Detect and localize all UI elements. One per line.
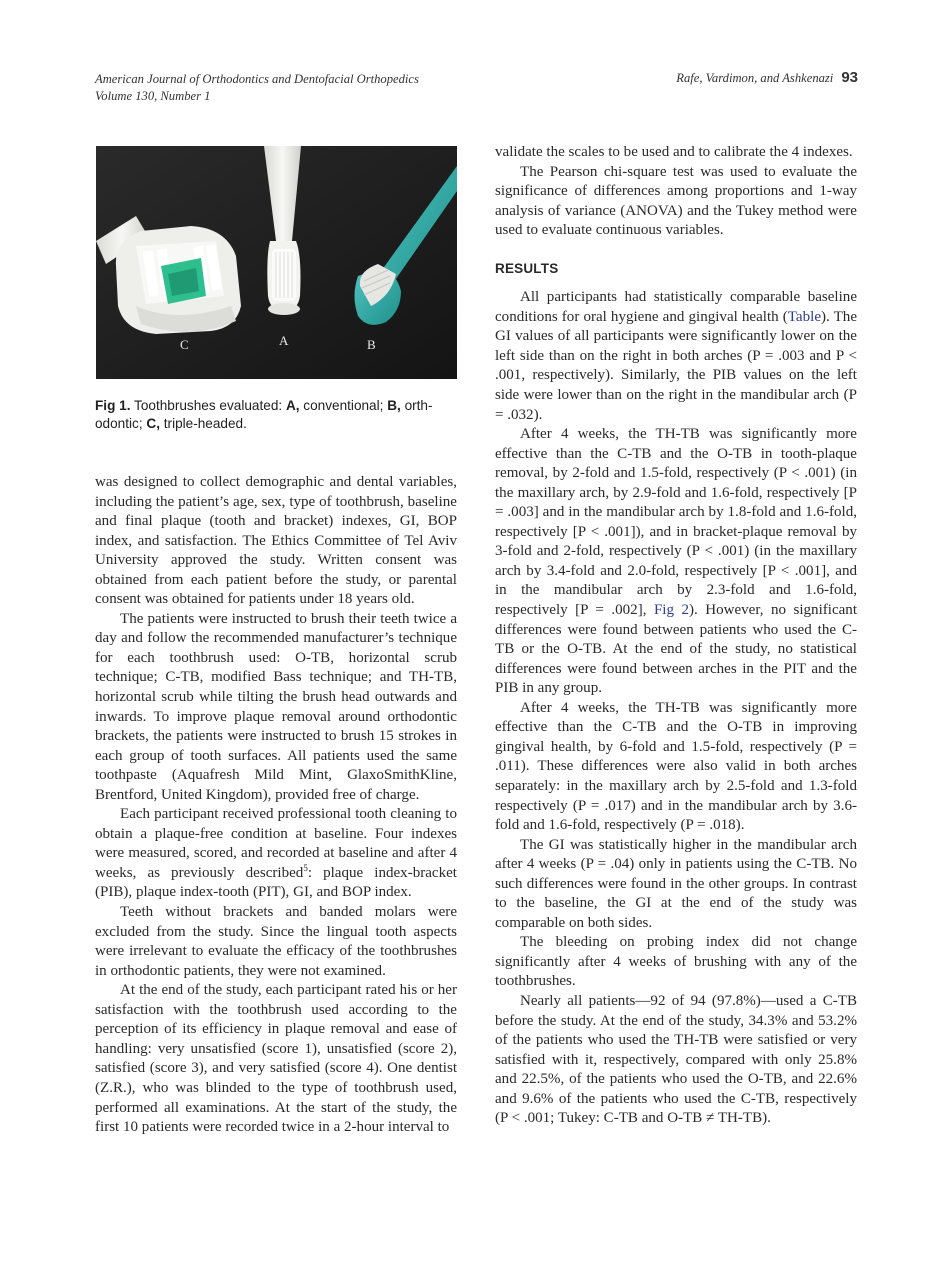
paragraph: was designed to collect demographic and dental variables, including the patient’s age, sex, type of toothbrush, baseline and final plaque (tooth and bracket) indexes, GI, BOP index, and satisfaction. The Ethics Committee of Tel Aviv University approved the study. Written consent was obtained from each patient before the study, or parental consent was obtained for patients under 18 years old.	[95, 474, 457, 608]
paragraph: After 4 weeks, the TH-TB was significantly more effective than the C-TB and the O-TB in improving gingival health, by 6-fold and 1.5-fold, respectively (P = .011). These differences were also valid in both arches separately: in the maxillary arch by 2.5-fold and 1.3-fold respectively (P = .017) and in the mandibular arch by 3.6-fold and 1.6-fold, respectively (P = .018).	[495, 699, 857, 834]
left-column	[95, 473, 457, 1138]
figure-1-caption	[95, 397, 457, 433]
right-column	[495, 143, 857, 1129]
caption-text: Toothbrushes evaluated:	[130, 398, 286, 413]
running-header-right	[676, 69, 858, 86]
caption-text: orth-odontic;	[95, 398, 433, 431]
caption-text: triple-headed.	[159, 416, 247, 431]
paragraph: Teeth without brackets and banded molars were excluded from the study. Since the lingual tooth aspects were irrelevant to evaluate the efficacy of the toothbrushes in orthodontic patients, they were not examined.	[95, 904, 457, 979]
caption-a: A,	[285, 398, 300, 413]
caption-c: C,	[146, 416, 160, 431]
paragraph: The bleeding on probing index did not change significantly after 4 weeks of brushing with any of the toothbrushes.	[495, 934, 857, 990]
running-header-left	[95, 71, 419, 105]
toothbrush-photo	[96, 146, 457, 379]
paragraph: At the end of the study, each participant rated his or her satisfaction with the toothbrush used according to the perception of its efficiency in plaque removal and ease of handling: very unsatisfied (score 1), unsatisfied (score 2), satisfied (score 3), and very satisfied (score 4). One dentist (Z.R.), who was blinded to the type of toothbrush used, performed all examinations. At the start of the study, the first 10 patients were recorded twice in a 2-hour interval to	[95, 982, 457, 1136]
reference-superscript: 5	[303, 862, 308, 873]
label-c: C	[180, 337, 189, 352]
caption-b: B,	[387, 398, 401, 413]
label-b: B	[367, 337, 376, 352]
paragraph: Each participant received professional tooth cleaning to obtain a plaque-free condition at baseline. Four indexes were measured, scored, and recorded at baseline and after 4 weeks, as previously described$^5$: plaque index-bracket (PIB), plaque index-tooth (PIT), GI, and BOP index.	[95, 806, 457, 901]
paragraph: After 4 weeks, the TH-TB was significantly more effective than the C-TB and the O-TB in tooth-plaque removal, by 2-fold and 1.5-fold, respectively (P < .001) (in the maxillary arch, by 2.9-fold and 1.6-fold, respectively [P = .003] and in the mandibular arch by 1.8-fold and 1.6-fold, respectively [P < .001]), and in bracket-plaque removal by 3-fold and 2-fold, respectively (P < .001) (in the maxillary arch by 3.4-fold and 2.0-fold, respectively [P < .001], and in the mandibular arch by 2.3-fold and 1.6-fold, respectively [P = .002], Fig 2). However, no significant differences were found between patients who used the C-TB or the O-TB. At the end of the study, no statistical differences were found between arches in the PIT and the PIB in any group.	[495, 426, 858, 697]
page-number: 93	[841, 69, 858, 86]
paragraph: Nearly all patients—92 of 94 (97.8%)—used a C-TB before the study. At the end of the study, 34.3% and 53.2% of the patients who used the TH-TB were satisfied or very satisfied with it, respectively, compared with only 25.8% and 22.5%, of the patients who used the O-TB, and 22.6% and 9.6% of the patients who used the C-TB, respectively (P < .001; Tukey: C-TB and O-TB ≠ TH-TB).	[495, 992, 857, 1127]
journal-title: American Journal of Orthodontics and Dentofacial Orthopedics	[95, 72, 419, 86]
paragraph: validate the scales to be used and to calibrate the 4 indexes.	[495, 144, 853, 160]
paragraph: All participants had statistically comparable baseline conditions for oral hygiene and gingival health (Table). The GI values of all participants were significantly lower on the left side than on the right in both arches (P = .003 and P < .001, respectively). Similarly, the PIB values on the left side were lower than on the right in the mandibular arch (P = .032).	[495, 289, 857, 423]
authors: Rafe, Vardimon, and Ashkenazi	[676, 71, 834, 85]
table-link[interactable]: Table	[787, 308, 821, 325]
paragraph: The GI was statistically higher in the mandibular arch after 4 weeks (P = .04) only in patients using the C-TB. No such differences were found in the other groups. In contrast to the baseline, the GI at the end of the study was comparable on both sides.	[495, 836, 857, 931]
section-heading-results: RESULTS	[495, 260, 559, 276]
paragraph: The Pearson chi-square test was used to evaluate the significance of differences among proportions and 1-way analysis of variance (ANOVA) and the Tukey method were used to evaluate continuous variables.	[495, 163, 857, 239]
paragraph: The patients were instructed to brush their teeth twice a day and follow the recommended manufacturer’s technique for each toothbrush used: O-TB, horizontal scrub technique; C-TB, modified Bass technique; and TH-TB, horizontal scrub while tilting the brush head outwards and inwards. To improve plaque removal around orthodontic brackets, the patients were instructed to brush 15 strokes in each group of tooth surfaces. All patients used the same toothpaste (Aquafresh Mild Mint, GlaxoSmithKline, Brentford, United Kingdom), provided free of charge.	[95, 610, 457, 803]
figure-1-photo	[96, 146, 457, 379]
caption-label: Fig 1.	[95, 398, 131, 413]
journal-volume: Volume 130, Number 1	[95, 89, 211, 103]
label-a: A	[279, 333, 289, 348]
caption-text: conventional;	[299, 398, 388, 413]
figure-2-link[interactable]: Fig 2	[653, 602, 689, 619]
